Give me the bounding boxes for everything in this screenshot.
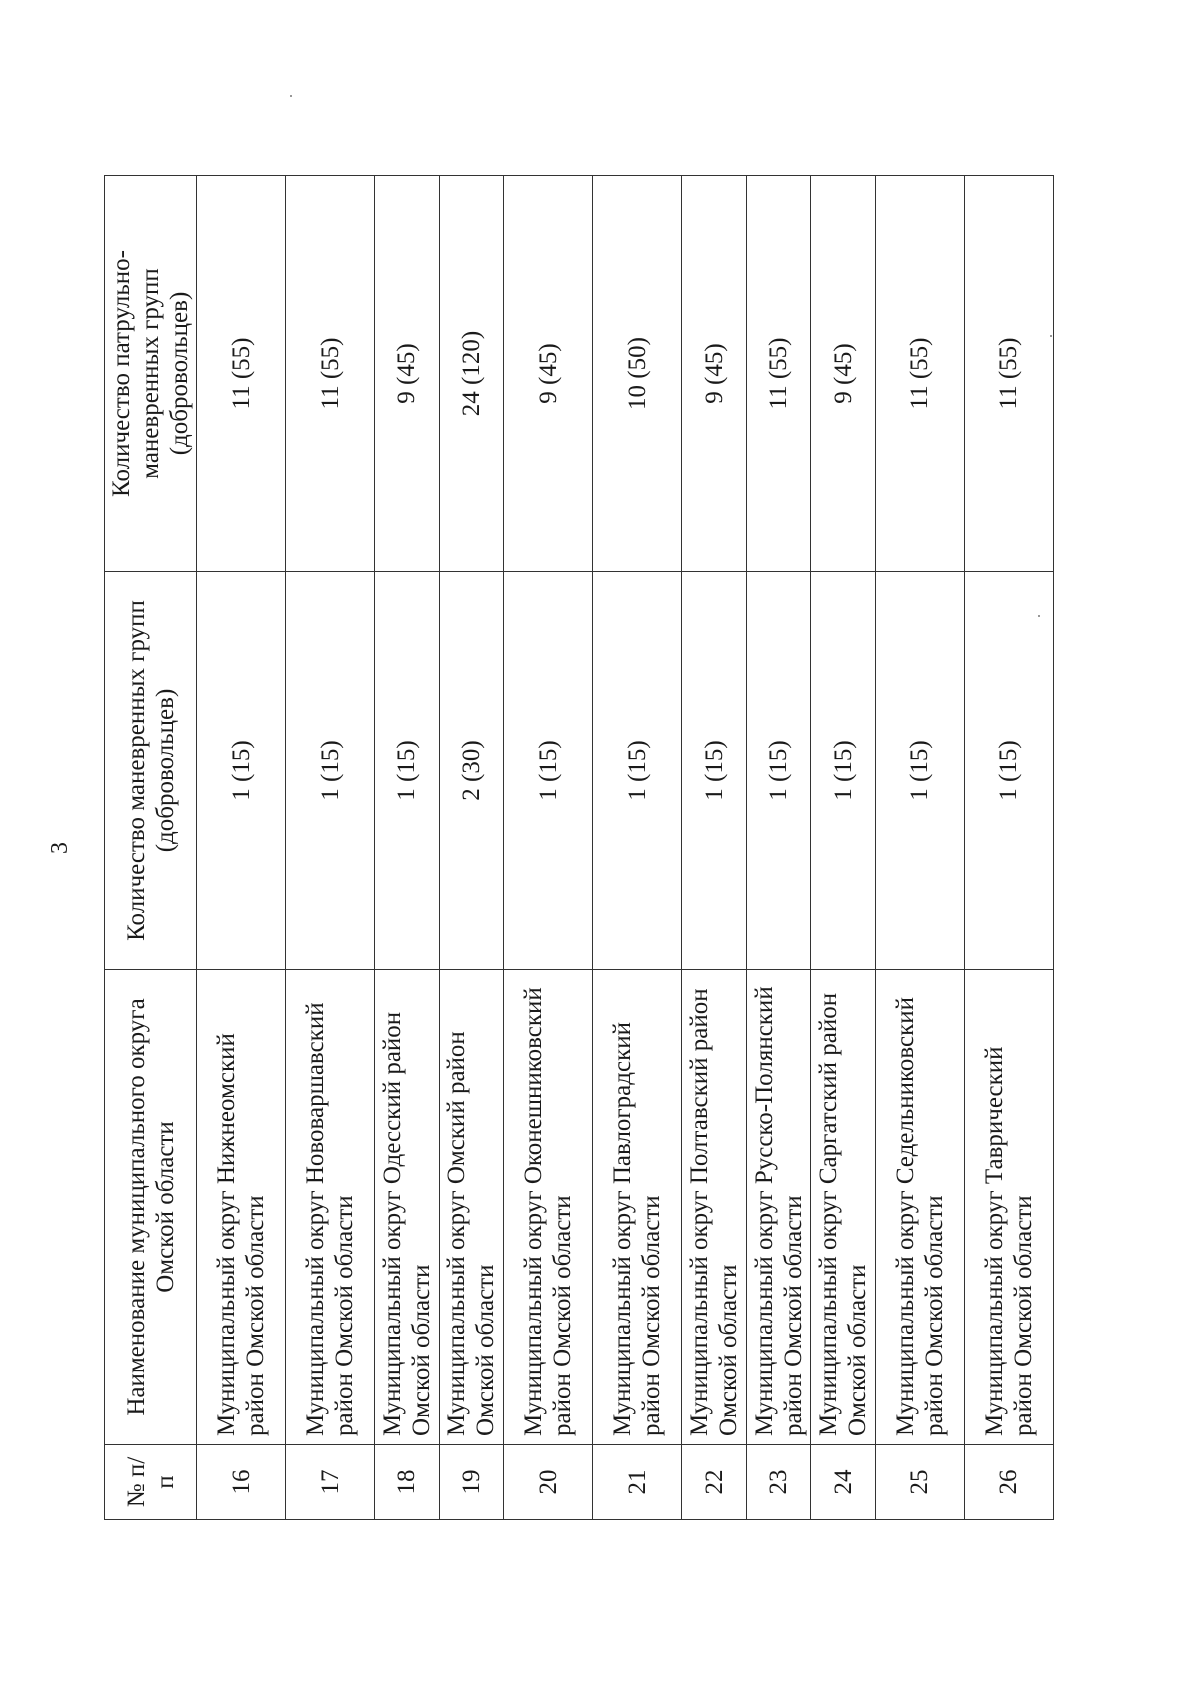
district-name: Муниципальный округ Саргатский район Омской области bbox=[811, 970, 876, 1445]
district-name: Муниципальный округ Русско-Полянский район Омской области bbox=[746, 970, 811, 1445]
table-row bbox=[593, 176, 682, 1520]
district-name: Муниципальный округ Полтавский район Омской области bbox=[682, 970, 747, 1445]
patrol-groups-value: 11 (55) bbox=[964, 176, 1053, 572]
page-number: 3 bbox=[47, 842, 73, 854]
table-row bbox=[875, 176, 964, 1520]
table-row bbox=[286, 176, 375, 1520]
maneuver-groups-value: 1 (15) bbox=[682, 572, 747, 970]
row-number: 19 bbox=[439, 1445, 504, 1520]
district-name: Муниципальный округ Одесский район Омской области bbox=[375, 970, 440, 1445]
maneuver-groups-value: 1 (15) bbox=[375, 572, 440, 970]
district-name: Муниципальный округ Седельниковский район Омской области bbox=[875, 970, 964, 1445]
table-row bbox=[375, 176, 440, 1520]
table-row bbox=[504, 176, 593, 1520]
table-row bbox=[964, 176, 1053, 1520]
header-name: Наименование муниципального округа Омской области bbox=[105, 970, 197, 1445]
maneuver-groups-value: 1 (15) bbox=[286, 572, 375, 970]
table-body bbox=[197, 176, 1054, 1520]
maneuver-groups-value: 1 (15) bbox=[197, 572, 286, 970]
patrol-groups-value: 9 (45) bbox=[375, 176, 440, 572]
table-row bbox=[682, 176, 747, 1520]
row-number: 24 bbox=[811, 1445, 876, 1520]
header-maneuver-groups: Количество маневренных групп (добровольцев) bbox=[105, 572, 197, 970]
patrol-groups-value: 10 (50) bbox=[593, 176, 682, 572]
scan-speck bbox=[1050, 335, 1052, 337]
patrol-groups-value: 11 (55) bbox=[197, 176, 286, 572]
patrol-groups-value: 11 (55) bbox=[286, 176, 375, 572]
maneuver-groups-value: 2 (30) bbox=[439, 572, 504, 970]
maneuver-groups-value: 1 (15) bbox=[811, 572, 876, 970]
patrol-groups-value: 11 (55) bbox=[875, 176, 964, 572]
district-name: Муниципальный округ Таврический район Омской области bbox=[964, 970, 1053, 1445]
table-row bbox=[746, 176, 811, 1520]
row-number: 26 bbox=[964, 1445, 1053, 1520]
table-header-row bbox=[105, 176, 197, 1520]
patrol-groups-value: 9 (45) bbox=[504, 176, 593, 572]
patrol-groups-value: 9 (45) bbox=[811, 176, 876, 572]
header-num: № п/п bbox=[105, 1445, 197, 1520]
table-row bbox=[197, 176, 286, 1520]
header-patrol-groups: Количество патрульно-маневренных групп (добровольцев) bbox=[105, 176, 197, 572]
table-container bbox=[104, 176, 1054, 1520]
maneuver-groups-value: 1 (15) bbox=[593, 572, 682, 970]
scan-speck bbox=[290, 95, 292, 97]
patrol-groups-value: 9 (45) bbox=[682, 176, 747, 572]
row-number: 23 bbox=[746, 1445, 811, 1520]
row-number: 21 bbox=[593, 1445, 682, 1520]
maneuver-groups-value: 1 (15) bbox=[504, 572, 593, 970]
patrol-groups-value: 24 (120) bbox=[439, 176, 504, 572]
districts-table bbox=[104, 175, 1054, 1520]
row-number: 25 bbox=[875, 1445, 964, 1520]
table-row bbox=[811, 176, 876, 1520]
scan-speck bbox=[1038, 615, 1040, 617]
patrol-groups-value: 11 (55) bbox=[746, 176, 811, 572]
row-number: 20 bbox=[504, 1445, 593, 1520]
maneuver-groups-value: 1 (15) bbox=[746, 572, 811, 970]
district-name: Муниципальный округ Нововаршавский район Омской области bbox=[286, 970, 375, 1445]
row-number: 22 bbox=[682, 1445, 747, 1520]
row-number: 18 bbox=[375, 1445, 440, 1520]
district-name: Муниципальный округ Оконешниковский район Омской области bbox=[504, 970, 593, 1445]
row-number: 17 bbox=[286, 1445, 375, 1520]
row-number: 16 bbox=[197, 1445, 286, 1520]
district-name: Муниципальный округ Нижнеомский район Омской области bbox=[197, 970, 286, 1445]
maneuver-groups-value: 1 (15) bbox=[964, 572, 1053, 970]
district-name: Муниципальный округ Павлоградский район Омской области bbox=[593, 970, 682, 1445]
table-row bbox=[439, 176, 504, 1520]
maneuver-groups-value: 1 (15) bbox=[875, 572, 964, 970]
district-name: Муниципальный округ Омский район Омской области bbox=[439, 970, 504, 1445]
